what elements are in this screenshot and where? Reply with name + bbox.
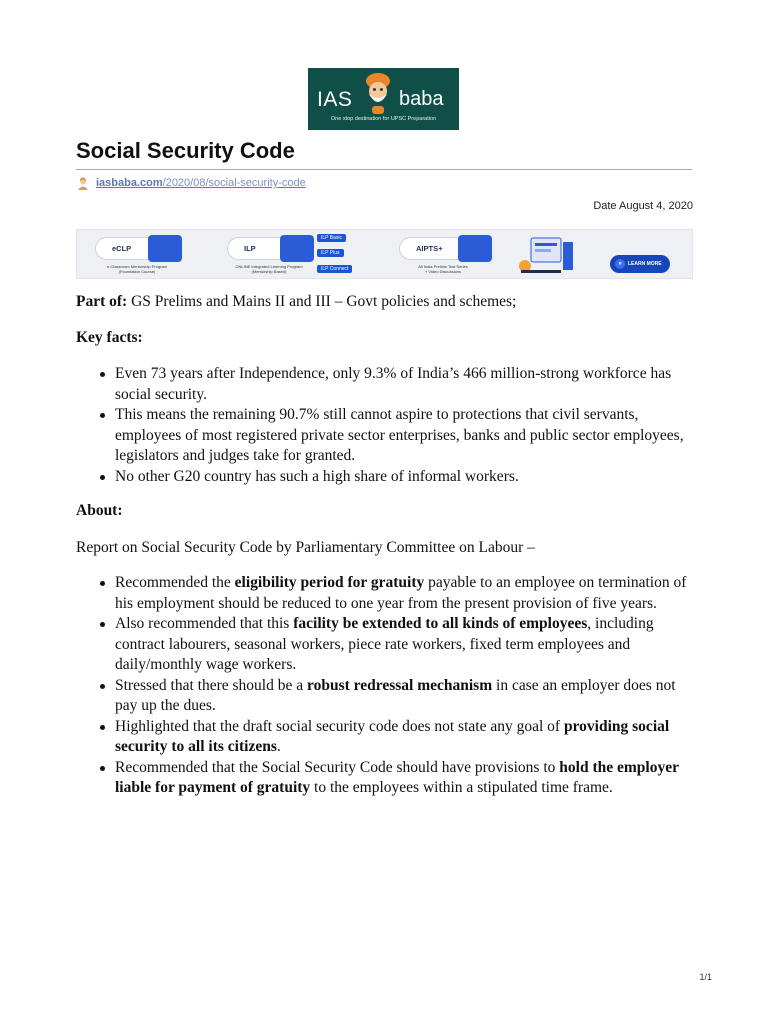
title-divider [76,169,692,170]
item-text: Also recommended that this [115,615,294,632]
eclp-caption-line1: e-Classroom Mentorship Program [106,264,168,269]
ilp-plus-tag[interactable]: ILP Plus [317,249,344,257]
about-heading: About: [76,502,123,519]
ilp-badge[interactable] [227,237,313,260]
eclp-caption [87,264,187,274]
list-item [76,614,696,676]
learn-more-button[interactable] [610,255,670,273]
ilp-caption [219,264,319,274]
learn-more-label: LEARN MORE [628,261,662,267]
author-avatar-icon [76,176,90,190]
list-item [76,573,696,614]
key-facts-list [76,364,696,487]
list-item: No other G20 country has such a high share of informal workers. [76,467,696,488]
item-emphasis: facility be extended to all kinds of employees [293,615,588,632]
source-path: /2020/08/social-security-code [162,177,306,189]
iasbaba-logo [308,68,459,130]
item-text: Stressed that there should be a [115,676,307,694]
item-emphasis: eligibility period for gratuity [234,574,425,591]
list-item: This means the remaining 90.7% still cannot aspire to protections that civil servants, employees of most registered private sector enterprises, banks and public sector employees, legislators and judges take for granted. [76,405,696,467]
aipts-label: AIPTS+ [416,244,443,253]
ilp-caption-line2: (Mentorship Based) [251,269,287,274]
item-emphasis: hold the employer liable for payment of gratuity [115,758,679,796]
arrow-right-icon: » [615,259,625,269]
book-icon [148,235,182,262]
eclp-badge[interactable] [95,237,181,260]
ilp-label: ILP [244,244,256,253]
page-title: Social Security Code [76,138,295,163]
item-text: Recommended the [115,574,235,591]
ilp-caption-line1: ONLINE Integrated Learning Program [235,264,303,269]
ilp-connect-tag[interactable]: ILP Connect [317,265,352,273]
article-body [76,292,696,813]
item-text: to the employees within a stipulated time frame. [310,779,613,796]
laptop-icon [280,235,314,262]
part-of-label: Part of: [76,293,128,310]
item-text: , including contract labourers, seasonal workers, piece rate workers, fixed term employees and daily/monthly wage workers. [115,615,654,673]
study-illustration-icon [517,236,579,276]
baba-mascot-icon [360,72,396,116]
logo-text-left: IAS [317,88,353,111]
item-text: payable to an employee on termination of his employment should be reduced to one year from the present provision of five years. [115,574,687,612]
aipts-badge[interactable] [399,237,491,260]
ilp-basic-tag[interactable]: ILP Basic [317,234,346,242]
item-emphasis: providing social security to all its citizens [115,717,670,755]
aipts-caption-line2: + Video Discussions [424,269,462,274]
source-url-link[interactable] [96,177,306,189]
item-text: in case an employer does not pay up the dues. [115,676,676,714]
promo-banner[interactable] [76,229,693,279]
checklist-icon [458,235,492,262]
item-emphasis: robust redressal mechanism [306,676,493,694]
aipts-caption [393,264,493,274]
about-intro: Report on Social Security Code by Parliamentary Committee on Labour – [76,538,535,556]
logo-text-right: baba [399,88,444,110]
aipts-caption-line1: All India Prelims Test Series [418,264,468,269]
list-item [76,717,696,758]
part-of-text: GS Prelims and Mains II and III – Govt policies and schemes; [127,293,517,310]
list-item: Even 73 years after Independence, only 9.3% of India’s 466 million-strong workforce has social security. [76,364,696,405]
page-number: 1/1 [699,972,712,982]
list-item [76,676,696,717]
source-link-row [76,176,306,190]
about-list [76,573,696,799]
key-facts-heading: Key facts: [76,328,143,346]
eclp-label: eCLP [112,244,132,253]
item-text: Recommended that the Social Security Code should have provisions to [115,758,560,776]
logo-tagline: One stop destination for UPSC Preparation [330,116,437,122]
item-text: Highlighted that the draft social security code does not state any goal of [115,717,564,735]
source-domain: iasbaba.com [96,177,163,189]
publish-date: Date August 4, 2020 [593,200,693,212]
list-item [76,758,696,799]
part-of-line [76,292,696,313]
item-text: . [276,738,281,755]
eclp-caption-line2: (Foundation Course) [118,269,156,274]
